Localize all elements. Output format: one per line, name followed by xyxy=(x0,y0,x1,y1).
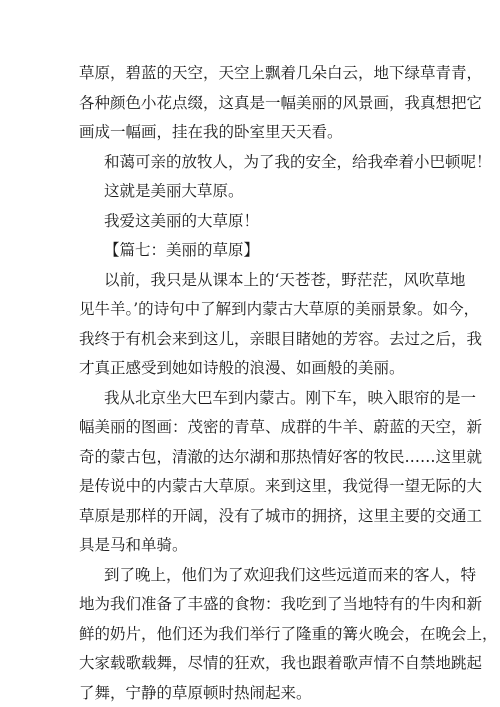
paragraph-line: 见牛羊。’的诗句中了解到内蒙古大草原的美丽景象。如今， xyxy=(79,300,480,318)
paragraph-line: 是传说中的内蒙古大草原。来到这里，我觉得一望无际的大 xyxy=(79,477,483,495)
paragraph-line: 我终于有机会来到这儿，亲眼目睹她的芳容。去过之后，我 xyxy=(79,330,483,348)
paragraph-line: 以前，我只是从课本上的‘天苍苍，野茫茫，风吹草地 xyxy=(104,271,466,289)
paragraph-line: 草原，碧蓝的天空，天空上飘着几朵白云，地下绿草青青， xyxy=(79,64,483,82)
paragraph-line: 和蔼可亲的放牧人，为了我的安全，给我牵着小巴顿呢！ xyxy=(104,153,492,171)
paragraph-line: 幅美丽的图画：茂密的青草、成群的牛羊、蔚蓝的天空，新 xyxy=(79,418,483,436)
paragraph-line: 奇的蒙古包，清澈的达尔湖和那热情好客的牧民……这里就 xyxy=(79,448,483,466)
paragraph-line: 我爱这美丽的大草原！ xyxy=(104,212,260,230)
paragraph-line: 草原是那样的开阔，没有了城市的拥挤，这里主要的交通工 xyxy=(79,507,483,525)
paragraph-line: 具是马和单骑。 xyxy=(79,536,188,554)
paragraph-line: 地为我们准备了丰盛的食物：我吃到了当地特有的牛肉和新 xyxy=(79,595,483,613)
paragraph-line: 了舞，宁静的草原顿时热闹起来。 xyxy=(79,684,312,702)
paragraph-line: 这就是美丽大草原。 xyxy=(104,182,244,200)
paragraph-line: 我从北京坐大巴车到内蒙古。刚下车，映入眼帘的是一 xyxy=(104,389,477,407)
paragraph-line: 到了晚上，他们为了欢迎我们这些远道而来的客人，特 xyxy=(104,566,477,584)
paragraph-line: 鲜的奶片，他们还为我们举行了隆重的篝火晚会，在晚会上， xyxy=(79,625,498,643)
paragraph-line: 画成一幅画，挂在我的卧室里天天看。 xyxy=(79,123,343,141)
paragraph-line: 才真正感受到她如诗般的浪漫、如画般的美丽。 xyxy=(79,359,405,377)
paragraph-line: 各种颜色小花点缀，这真是一幅美丽的风景画，我真想把它 xyxy=(79,94,483,112)
paragraph-line: 大家载歌载舞，尽情的狂欢，我也跟着歌声情不自禁地跳起 xyxy=(79,654,483,672)
section-heading: 【篇七：美丽的草原】 xyxy=(104,241,260,259)
